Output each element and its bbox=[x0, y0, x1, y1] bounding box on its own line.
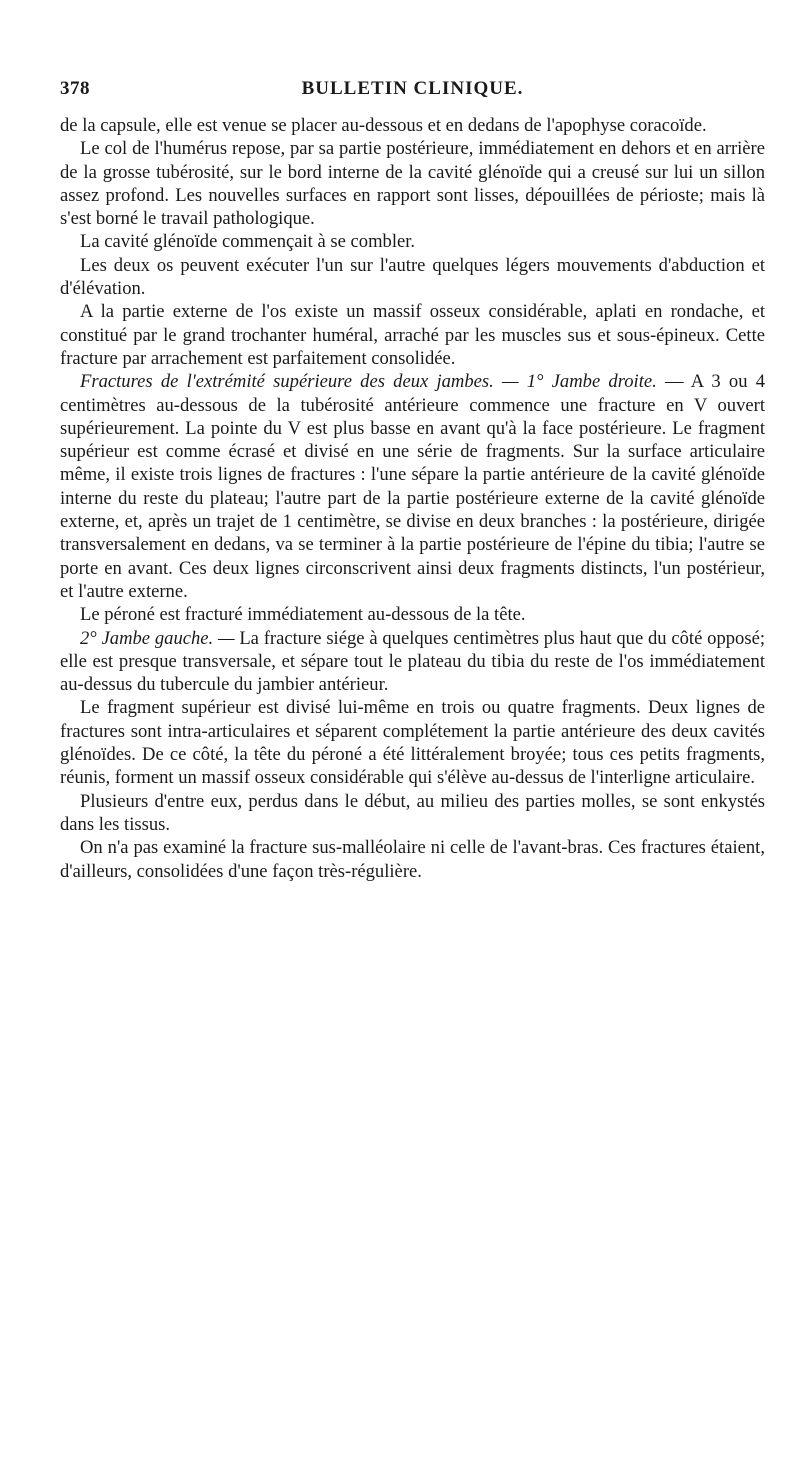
page-number: 378 bbox=[60, 78, 90, 99]
section-heading-jambes: Fractures de l'extrémité supérieure des deux jambes. — 1° Jambe droite. bbox=[80, 371, 657, 393]
paragraph-8-text: La fracture siége à quelques centimètres plus haut que du côté opposé; elle est presque transversale, et sépare tout le plateau du tibia du reste de l'os immédiatement au-dessus du tubercule du jambier antérieur. bbox=[60, 627, 765, 696]
body-text bbox=[60, 114, 765, 883]
page-header bbox=[60, 78, 765, 108]
paragraph-2: Le col de l'humérus repose, par sa partie postérieure, immédiatement en dehors et en arrière de la grosse tubérosité, sur le bord interne de la cavité glénoïde qui a creusé sur lui un sillon assez profond. Les nouvelles surfaces en rapport sont lisses, dépouillées de périoste; mais là s'est borné le travail pathologique. bbox=[60, 138, 765, 230]
paragraph-6-text: — A 3 ou 4 centimètres au-dessous de la tubérosité antérieure commence une fracture en V ouvert supérieurement. La pointe du V est plus basse en avant qu'à la face postérieure. Le fragment supérieur est comme écrasé et divisé en une série de fragments. Sur la surface articulaire même, il existe trois lignes de fractures : l'une sépare la partie antérieure de la cavité glénoïde interne du reste du plateau; l'autre part de la partie postérieure externe de la cavité glénoïde externe, et, après un trajet de 1 centimètre, se divise en deux branches : la postérieure, dirigée transversalement en dedans, va se terminer à la partie postérieure de l'épine du tibia; l'autre se porte en avant. Ces deux lignes circonscrivent ainsi deux fragments distincts, l'un postérieur, et l'autre externe. bbox=[60, 371, 765, 602]
paragraph-9: Le fragment supérieur est divisé lui-même en trois ou quatre fragments. Deux lignes de fractures sont intra-articulaires et séparent complétement la partie antérieure des deux cavités glénoïdes. De ce côté, la tête du péroné a été littéralement broyée; tous ces petits fragments, réunis, forment un massif osseux considérable qui s'élève au-dessus de l'interligne articulaire. bbox=[60, 697, 765, 789]
section-heading-jambe-gauche: 2° Jambe gauche. — bbox=[80, 627, 235, 649]
running-title: BULLETIN CLINIQUE. bbox=[301, 78, 524, 99]
paragraph-10: Plusieurs d'entre eux, perdus dans le début, au milieu des parties molles, se sont enkystés dans les tissus. bbox=[60, 790, 765, 835]
paragraph-6 bbox=[60, 370, 765, 603]
paragraph-7: Le péroné est fracturé immédiatement au-dessous de la tête. bbox=[80, 604, 526, 626]
paragraph-4: Les deux os peuvent exécuter l'un sur l'autre quelques légers mouvements d'abduction et d'élévation. bbox=[60, 254, 765, 300]
paragraph-3: La cavité glénoïde commençait à se combler. bbox=[80, 231, 416, 253]
paragraph-8 bbox=[60, 627, 765, 697]
paragraph-11: On n'a pas examiné la fracture sus-malléolaire ni celle de l'avant-bras. Ces fractures étaient, d'ailleurs, consolidées d'une façon très-régulière. bbox=[60, 837, 765, 882]
paragraph-5: A la partie externe de l'os existe un massif osseux considérable, aplati en rondache, et constitué par le grand trochanter huméral, arraché par les muscles sus et sous-épineux. Cette fracture par arrachement est parfaitement consolidée. bbox=[60, 301, 765, 369]
paragraph-1: de la capsule, elle est venue se placer au-dessous et en dedans de l'apophyse coracoïde. bbox=[60, 115, 707, 136]
